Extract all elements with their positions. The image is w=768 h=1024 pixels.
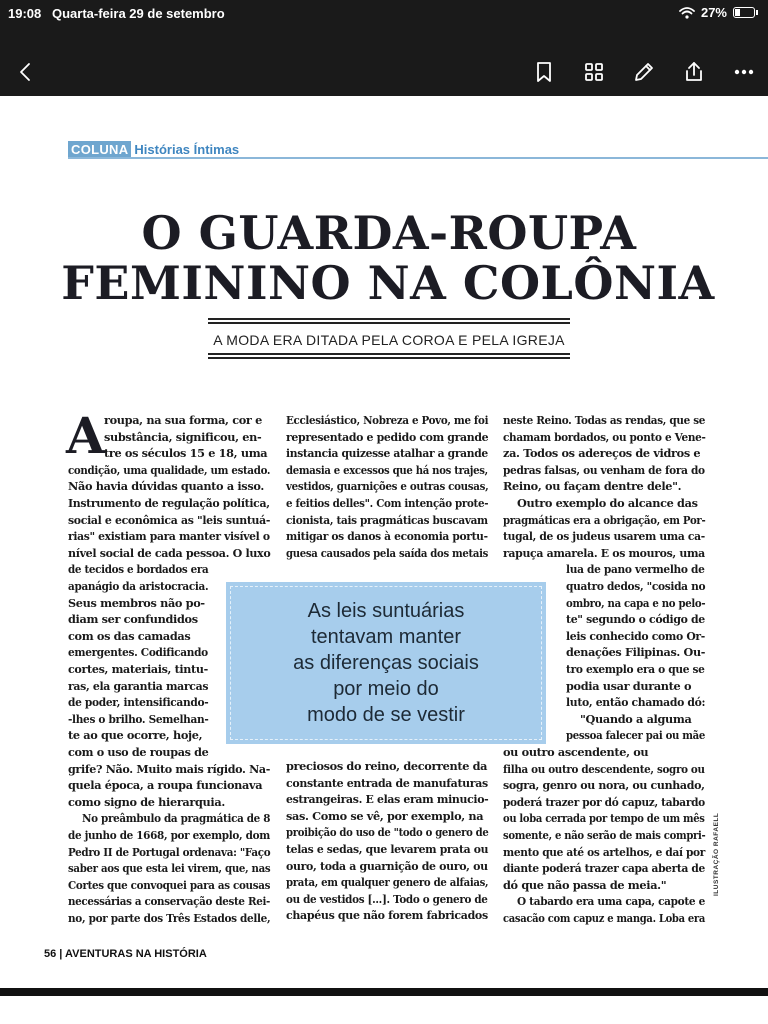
body-line: preciosos do reino, decorrente da xyxy=(286,759,488,773)
column-header xyxy=(68,140,239,158)
body-line: sogra, genro ou nora, ou cunhado, xyxy=(503,778,705,793)
pull-quote-frame xyxy=(230,586,542,740)
pull-quote-line: tentavam manter xyxy=(310,626,462,648)
body-line: -lhes o brilho. Semelhan- xyxy=(68,711,209,726)
status-right xyxy=(679,5,758,20)
headline-line-2: FEMININO NA COLÔNIA xyxy=(61,256,715,310)
body-line: chamam bordados, ou ponto e Vene- xyxy=(503,429,706,444)
body-line: ou de vestidos [...]. Todo o genero de xyxy=(286,891,488,906)
pull-quote-line: As leis suntuárias xyxy=(307,600,465,622)
body-line: com os das camadas xyxy=(68,628,191,643)
chevron-left-icon[interactable] xyxy=(12,58,40,86)
body-line: denações Filipinas. Ou- xyxy=(566,645,706,660)
body-line: Ecclesiástico, Nobreza e Povo, me foi xyxy=(286,413,489,427)
subtitle-rule-top-2 xyxy=(208,322,570,324)
body-line: Outro exemplo do alcance das xyxy=(517,496,698,510)
body-line: luto, então chamado dó: xyxy=(566,695,706,710)
body-line: no, por parte dos Três Estados delle, xyxy=(68,911,271,925)
body-line: cortes, materiais, tintu- xyxy=(68,662,208,676)
headline-line-1: O GUARDA-ROUPA xyxy=(141,206,637,260)
body-line: de tecidos e bordados era xyxy=(68,562,209,577)
grid-icon[interactable] xyxy=(580,58,608,86)
body-line: za. Todos os adereços de vidros e xyxy=(503,446,701,461)
body-line: poderá trazer por dó capuz, tabardo xyxy=(503,794,705,809)
body-line: cionista, tais pragmáticas buscavam xyxy=(286,512,488,527)
body-line: No preâmbulo da pragmática de 8 xyxy=(82,811,271,826)
body-line: saber aos que esta lei virem, que, nas xyxy=(68,861,271,876)
column-title: Histórias Íntimas xyxy=(134,141,240,157)
body-line: estrangeiras. E elas eram minucio- xyxy=(286,792,489,807)
body-line: roupa, na sua forma, cor e xyxy=(104,413,262,427)
body-line: Não havia dúvidas quanto a isso. xyxy=(68,479,264,494)
body-line: casacão com capuz e manga. Loba era xyxy=(503,911,706,925)
body-line: constante entrada de manufaturas xyxy=(286,775,488,790)
body-line: representado e pedido com grande xyxy=(286,429,489,444)
body-line: chapéus que não forem fabricados xyxy=(286,908,488,923)
body-line: demasia e excessos que há nos trajes, xyxy=(286,462,488,477)
body-line: podia usar durante o xyxy=(566,678,692,693)
body-line: filha ou outro descendente, sogro ou xyxy=(503,761,705,776)
body-line: mento que até os artelhos, e daí por xyxy=(503,844,706,859)
subtitle-rule-bottom-2 xyxy=(208,357,570,359)
body-line: tugal, de os judeus usarem uma ca- xyxy=(503,529,705,544)
body-line: pragmáticas era a obrigação, em Por- xyxy=(503,512,706,527)
subtitle-rule-top xyxy=(208,318,570,320)
body-line: proibição do uso de "todo o genero de xyxy=(286,825,489,840)
body-line: ombro, na capa e no pelo- xyxy=(566,595,706,610)
body-line: ras, ela garantia marcas xyxy=(68,678,209,693)
pull-quote-line: modo de se vestir xyxy=(307,704,465,726)
body-line: neste Reino. Todas as rendas, que se xyxy=(503,413,706,427)
bookmark-icon[interactable] xyxy=(530,58,558,86)
status-date: Quarta-feira 29 de setembro xyxy=(52,6,225,21)
body-line: e feitios delles". Com intenção prote- xyxy=(286,496,489,510)
body-line: pessoa falecer pai ou mãe xyxy=(566,728,706,743)
body-line: rias" existiam para manter visível o xyxy=(68,529,270,544)
body-line: diam ser confundidos xyxy=(68,612,198,627)
body-line: Cortes que convoquei para as cousas xyxy=(68,877,271,892)
body-line: como signo de hierarquia. xyxy=(68,794,225,809)
body-line: te" segundo o código de xyxy=(566,612,705,627)
body-line: pedras falsas, ou venham de fora do xyxy=(503,462,705,477)
toolbar xyxy=(0,28,768,96)
bottom-bar xyxy=(0,988,768,996)
illustration-credit: ILUSTRAÇÃO RAFAELL xyxy=(713,812,720,896)
body-line: tro exemplo era o que se xyxy=(566,662,705,676)
body-line: diante poderá trazer capa aberta de xyxy=(503,861,705,876)
body-line: de poder, intensificando- xyxy=(68,695,209,710)
wifi-icon xyxy=(679,7,695,19)
body-line: Pedro II de Portugal ordenava: "Faço xyxy=(68,844,271,859)
body-line: somente, e não serão de mais compri- xyxy=(503,828,706,842)
body-line: apanágio da aristocracia. xyxy=(68,579,209,593)
battery-tip xyxy=(756,10,758,15)
body-line: com o uso de roupas de xyxy=(68,745,209,759)
drop-cap: A xyxy=(66,406,105,465)
status-time: 19:08 xyxy=(8,6,42,21)
body-line: Instrumento de regulação política, xyxy=(68,496,270,510)
body-line: telas e sedas, que levarem prata ou xyxy=(286,842,489,856)
column-tag: COLUNA xyxy=(68,141,131,158)
body-line: quatro dedos, "cosida no xyxy=(566,579,706,593)
pull-quote-line: por meio do xyxy=(333,678,439,700)
share-icon[interactable] xyxy=(680,58,708,86)
column-rule xyxy=(68,157,768,159)
body-line: tre os séculos 15 e 18, uma xyxy=(104,446,268,461)
body-line: ou outro ascendente, ou xyxy=(503,745,649,759)
body-line: de junho de 1668, por exemplo, dom xyxy=(68,828,270,842)
body-line: ouro, toda a guarnição de ouro, ou xyxy=(286,858,488,873)
body-line: social e econômica as "leis suntuá- xyxy=(68,512,271,527)
body-line: ou loba cerrada por tempo de um mês xyxy=(503,811,705,826)
pull-quote-line: as diferenças sociais xyxy=(293,652,479,674)
body-line: Seus membros não po- xyxy=(68,595,205,610)
body-line: leis conhecido como Or- xyxy=(566,628,705,643)
body-line: O tabardo era uma capa, capote e xyxy=(517,894,705,909)
battery-icon xyxy=(733,7,755,18)
body-line: emergentes. Codificando xyxy=(68,645,208,660)
body-line: "Quando a alguma xyxy=(580,711,692,726)
body-line: grife? Não. Muito mais rígido. Na- xyxy=(68,761,271,776)
body-line: sas. Como se vê, por exemplo, na xyxy=(286,808,484,823)
body-line: substância, significou, en- xyxy=(104,429,262,444)
body-line: quela época, a roupa funcionava xyxy=(68,778,263,793)
pull-quote xyxy=(226,582,546,744)
body-line: necessárias a conservação deste Rei- xyxy=(68,894,271,909)
subtitle-rule-bottom xyxy=(208,353,570,355)
body-line: guesa causados pela saída dos metais xyxy=(286,545,489,560)
body-line: mitigar os danos à economia portu- xyxy=(286,529,488,544)
status-bar xyxy=(0,0,768,28)
pencil-icon[interactable] xyxy=(630,58,658,86)
pull-quote-text xyxy=(293,598,479,728)
body-line: vestidos, guarnições e outras cousas, xyxy=(286,479,489,494)
body-line: te ao que ocorre, hoje, xyxy=(68,728,203,743)
body-line: nível social de cada pessoa. O luxo xyxy=(68,545,271,560)
magazine-page xyxy=(0,96,768,988)
page-folio: 56 | AVENTURAS NA HISTÓRIA xyxy=(44,948,207,960)
body-line: dó que não passa de meia." xyxy=(503,877,667,892)
subtitle: A MODA ERA DITADA PELA COROA E PELA IGREJA xyxy=(213,332,565,348)
body-line: instancia quizesse atalhar a grande xyxy=(286,446,488,461)
more-icon[interactable] xyxy=(730,58,758,86)
body-line: rapuça amarela. E os mouros, uma xyxy=(503,545,705,560)
body-line: Reino, ou façam dentre dele". xyxy=(503,479,682,494)
battery-percent: 27% xyxy=(700,5,727,20)
body-line: prata, em qualquer genero de alfaias, xyxy=(286,875,489,890)
body-line: condição, uma qualidade, um estado. xyxy=(68,462,271,477)
body-line: lua de pano vermelho de xyxy=(566,562,705,577)
